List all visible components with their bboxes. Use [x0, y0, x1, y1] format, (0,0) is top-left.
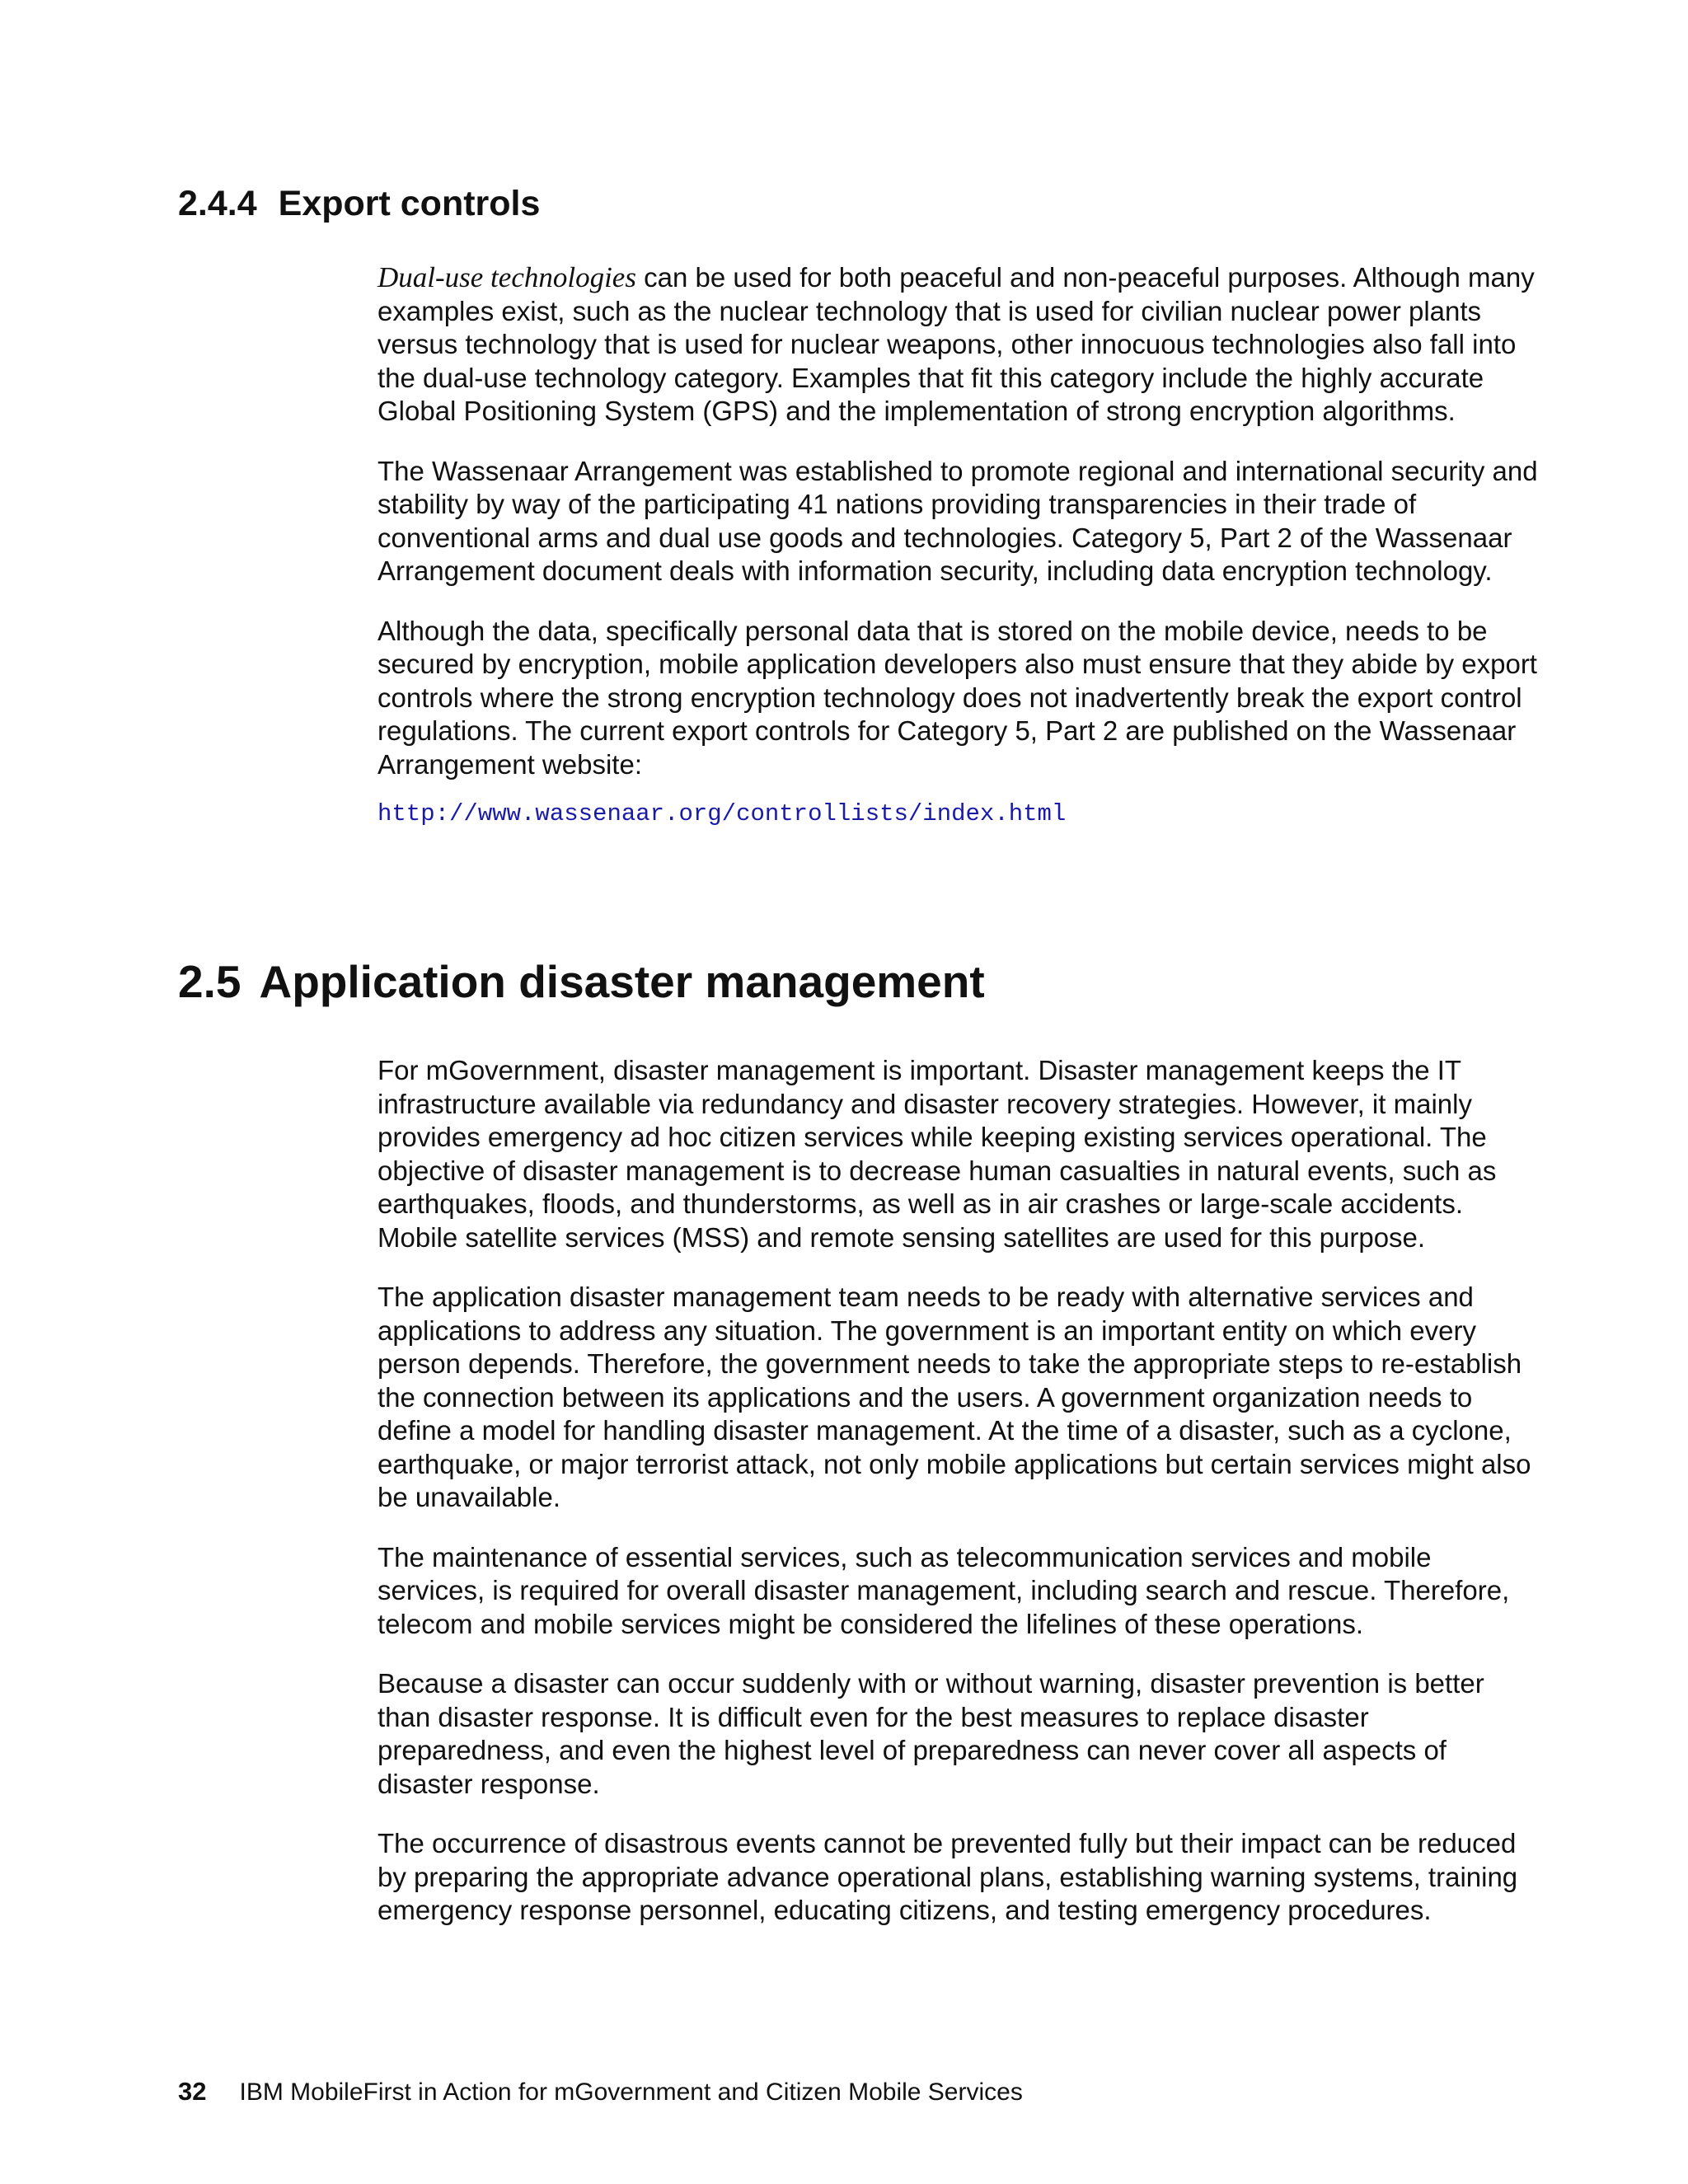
wassenaar-website-link[interactable]: http://www.wassenaar.org/controllists/index.html: [377, 800, 1067, 827]
section-heading-export-controls: [178, 186, 540, 222]
paragraph: The maintenance of essential services, such as telecommunication services and mobile services, is required for overall disaster management, including search and rescue. Therefore, telecom and mobile services might be considered the lifelines of these operations.: [377, 1541, 1510, 1639]
section-title: Application disaster management: [259, 956, 985, 1007]
emphasized-term: Dual-use technologies: [377, 261, 636, 293]
paragraph: Although the data, specifically personal data that is stored on the mobile device, needs to be secured by encryption, mobile application developers also must ensure that they abide by export controls where the strong encryption technology does not inadvertently break the export control regulations. The current export controls for Category 5, Part 2 are published on the Wassenaar Arrangement website:: [377, 615, 1537, 780]
paragraph-text: can be used for both peaceful and non-peaceful purposes. Although many examples exist, such as the nuclear technology that is used for civilian nuclear power plants versus technology that is used for nuclear weapons, other innocuous technologies also fall into the dual-use technology category. Examples that fit this category include the highly accurate Global Positioning System (GPS) and the implementation of strong encryption algorithms.: [377, 262, 1535, 426]
section-title: Export controls: [278, 184, 541, 223]
paragraph: The Wassenaar Arrangement was established to promote regional and international security and stability by way of the participating 41 nations providing transparencies in their trade of conventional arms and dual use goods and technologies. Category 5, Part 2 of the Wassenaar Arrangement document deals with information security, including data encryption technology.: [377, 455, 1538, 586]
paragraph: For mGovernment, disaster management is important. Disaster management keeps the IT infrastructure available via redundancy and disaster recovery strategies. However, it mainly provides emergency ad hoc citizen services while keeping existing services operational. The objective of disaster management is to decrease human casualties in natural events, such as earthquakes, floods, and thunderstorms, as well as in air crashes or large-scale accidents. Mobile satellite services (MSS) and remote sensing satellites are used for this purpose.: [377, 1055, 1497, 1253]
export-controls-body: [377, 261, 1540, 829]
paragraph: Because a disaster can occur suddenly with or without warning, disaster prevention is better than disaster response. It is difficult even for the best measures to replace disaster preparedness, and even the highest level of preparedness can never cover all aspects of disaster response.: [377, 1668, 1484, 1799]
paragraph: [377, 261, 1540, 429]
book-title: IBM MobileFirst in Action for mGovernment and Citizen Mobile Services: [239, 2079, 1023, 2106]
paragraph: The occurrence of disastrous events cannot be prevented fully but their impact can be reduced by preparing the appropriate advance operational plans, establishing warning systems, training emergency response personnel, educating citizens, and testing emergency procedures.: [377, 1828, 1518, 1925]
section-number: 2.5: [178, 956, 241, 1007]
page-footer: [178, 2079, 1023, 2105]
section-number: 2.4.4: [178, 184, 257, 223]
disaster-management-body: [377, 1054, 1540, 1928]
page-number: 32: [178, 2077, 207, 2106]
paragraph: The application disaster management team needs to be ready with alternative services and applications to address any situation. The government is an important entity on which every person depends. Therefore, the government needs to take the appropriate steps to re-establish the connection between its applications and the users. A government organization needs to define a model for handling disaster management. At the time of a disaster, such as a cyclone, earthquake, or major terrorist attack, not only mobile applications but certain services might also be unavailable.: [377, 1282, 1531, 1512]
section-heading-application-disaster-management: [178, 956, 985, 1007]
